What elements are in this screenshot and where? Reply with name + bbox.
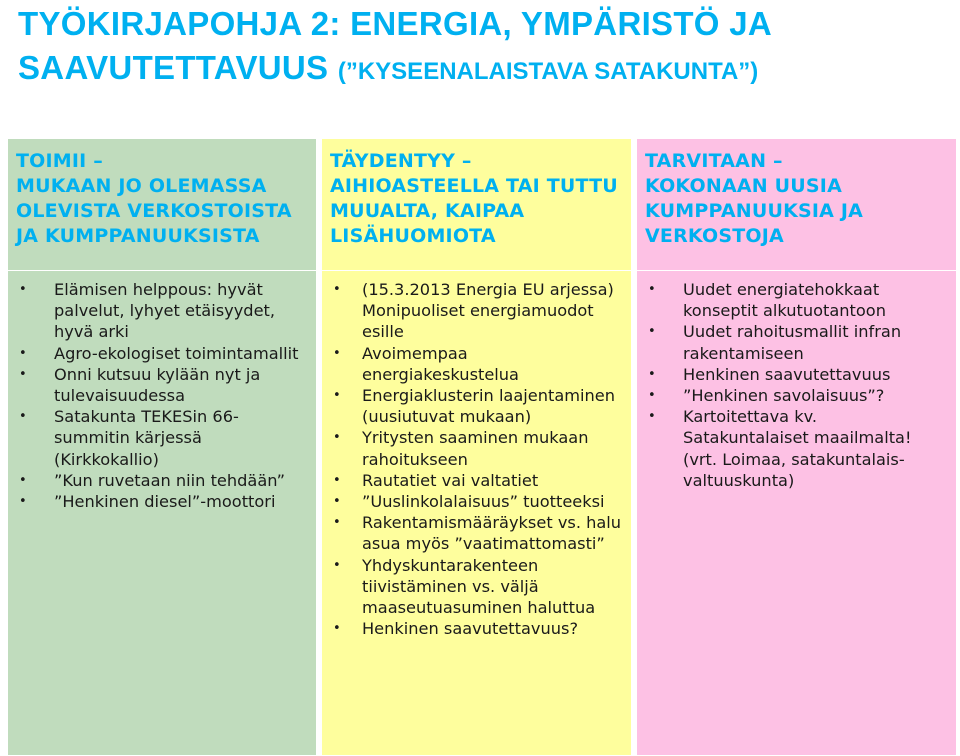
column-body-tarvitaan	[637, 271, 956, 755]
page-title	[18, 2, 948, 94]
bullet-list	[330, 279, 623, 639]
list-item: • Uudet energiatehokkaat konseptit alkutuotantoon	[645, 279, 948, 321]
list-item: • Henkinen saavutettavuus	[645, 364, 948, 385]
column-heading: TOIMII – MUKAAN JO OLEMASSA OLEVISTA VERKOSTOISTA JA KUMPPANUUKSISTA	[16, 150, 292, 247]
column-heading: TÄYDENTYY – AIHIOASTEELLA TAI TUTTU MUUALTA, KAIPAA LISÄHUOMIOTA	[330, 150, 618, 247]
column-body-toimii	[8, 271, 316, 755]
list-item: • ”Henkinen savolaisuus”?	[645, 385, 948, 406]
list-item: • (15.3.2013 Energia EU arjessa) Monipuoliset energiamuodot esille	[330, 279, 623, 343]
list-item: • Rakentamismääräykset vs. halu asua myös ”vaatimattomasti”	[330, 512, 623, 554]
list-item: • ”Kun ruvetaan niin tehdään”	[16, 470, 308, 491]
list-item: • Yhdyskuntarakenteen tiivistäminen vs. väljä maaseutuasuminen haluttua	[330, 555, 623, 619]
column-header-tarvitaan	[637, 139, 956, 270]
column-body-taydentyy	[322, 271, 631, 755]
bullet-list	[16, 279, 308, 512]
bullet-list	[645, 279, 948, 491]
column-header-taydentyy	[322, 139, 631, 270]
list-item: Satakuntalaiset maailmalta! (vrt. Loimaa, satakuntalais-valtuuskunta)	[683, 428, 912, 490]
list-item: • Agro-ekologiset toimintamallit	[16, 343, 308, 364]
list-item: • Uudet rahoitusmallit infran rakentamiseen	[645, 321, 948, 363]
list-item: • Energiaklusterin laajentaminen (uusiutuvat mukaan)	[330, 385, 623, 427]
list-item: • Avoimempaa energiakeskustelua	[330, 343, 623, 385]
list-item: • Rautatiet vai valtatiet	[330, 470, 623, 491]
list-item: • Elämisen helppous: hyvät palvelut, lyhyet etäisyydet, hyvä arki	[16, 279, 308, 343]
list-item: • ”Uuslinkolalaisuus” tuotteeksi	[330, 491, 623, 512]
list-item: • Yritysten saaminen mukaan rahoitukseen	[330, 427, 623, 469]
list-item: • Satakunta TEKESin 66-summitin kärjessä (Kirkkokallio)	[16, 406, 308, 470]
column-heading: TARVITAAN – KOKONAAN UUSIA KUMPPANUUKSIA JA VERKOSTOJA	[645, 150, 864, 247]
list-item: • Kartoitettava kv.	[645, 406, 948, 427]
list-item: • Onni kutsuu kylään nyt ja tulevaisuudessa	[16, 364, 308, 406]
title-main: TYÖKIRJAPOHJA 2: ENERGIA, YMPÄRISTÖ JA SAAVUTETTAVUUS	[18, 5, 771, 86]
list-item: • Henkinen saavutettavuus?	[330, 618, 623, 639]
column-header-toimii	[8, 139, 316, 270]
title-subtitle: (”KYSEENALAISTAVA SATAKUNTA”)	[337, 58, 759, 85]
list-item: • ”Henkinen diesel”-moottori	[16, 491, 308, 512]
